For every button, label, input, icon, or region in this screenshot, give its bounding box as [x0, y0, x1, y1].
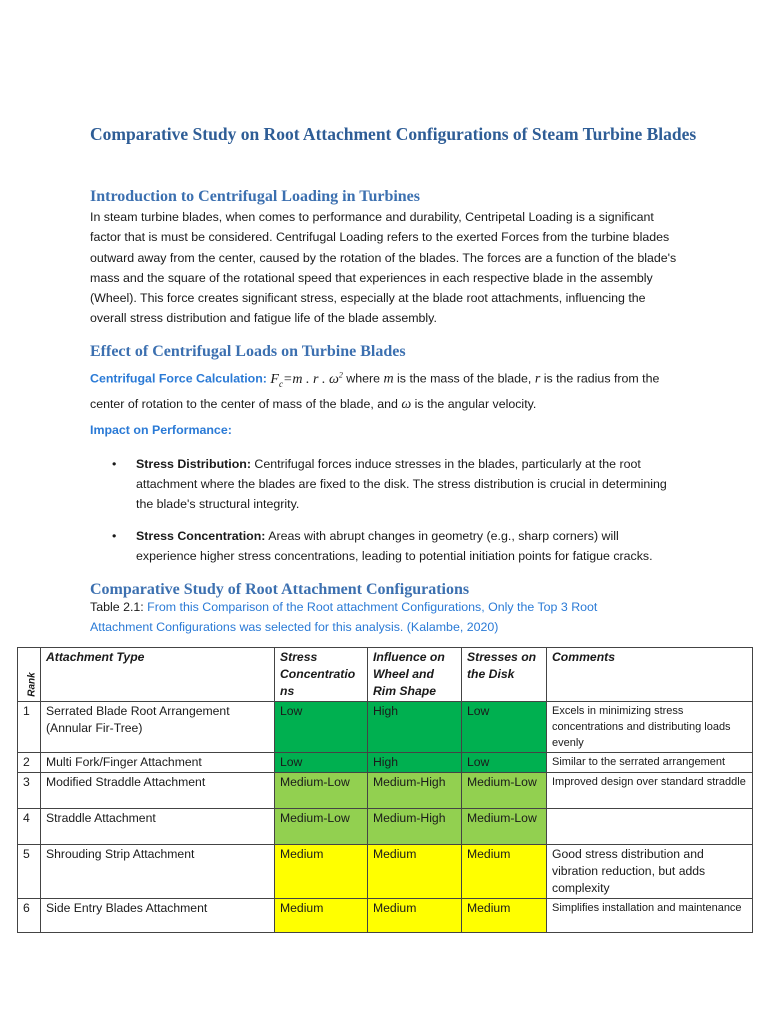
header-comments: Comments: [547, 648, 753, 702]
effect-heading: Effect of Centrifugal Loads on Turbine Blades: [90, 343, 406, 360]
header-influence: Influence on Wheel and Rim Shape: [368, 648, 462, 702]
cell-influence: Medium: [368, 899, 462, 933]
table-header-row: [18, 648, 753, 702]
cell-comment: Improved design over standard straddle: [547, 773, 753, 809]
bullet-dot: •: [112, 457, 117, 471]
calc-paragraph: Centrifugal Force Calculation: $F_c=m$ . r . $\omega^2$ where m is the mass of the blade, r is the radius from the center of rotation to the center of mass of the blade, and ω is the angular velocity.: [90, 370, 660, 412]
cell-disk: Medium: [462, 845, 547, 899]
cell-disk: Low: [462, 753, 547, 773]
table-row: [18, 753, 753, 773]
formula: $F_c=m$ . r . $\omega^2$: [270, 370, 343, 389]
cell-rank: 1: [18, 702, 41, 753]
cell-type: Side Entry Blades Attachment: [41, 899, 275, 933]
table-row: [18, 845, 753, 899]
cell-influence: High: [368, 753, 462, 773]
cell-rank: 5: [18, 845, 41, 899]
cell-disk: Medium-Low: [462, 809, 547, 845]
cell-influence: Medium-High: [368, 809, 462, 845]
cell-disk: Low: [462, 702, 547, 753]
bullet-stress-distribution: • Stress Distribution: Centrifugal forces induce stresses in the blades, particularly at the root attachment where the blades are fixed to the disk. The stress distribution is crucial in determining the blade's structural integrity.: [112, 454, 672, 514]
bullet-stress-concentration: • Stress Concentration: Areas with abrupt changes in geometry (e.g., sharp corners) will experience higher stress concentrations, leading to potential initiation points for fatigue cracks.: [112, 526, 672, 566]
cell-disk: Medium: [462, 899, 547, 933]
cell-type: Modified Straddle Attachment: [41, 773, 275, 809]
table-row: [18, 773, 753, 809]
cell-stress: Medium-Low: [275, 773, 368, 809]
cell-comment: Simplifies installation and maintenance: [547, 899, 753, 933]
cell-comment: Similar to the serrated arrangement: [547, 753, 753, 773]
impact-label: Impact on Performance:: [90, 423, 232, 437]
cell-rank: 3: [18, 773, 41, 809]
header-stresses-disk: Stresses on the Disk: [462, 648, 547, 702]
cell-comment: Excels in minimizing stress concentrations and distributing loads evenly: [547, 702, 753, 753]
cell-type: Straddle Attachment: [41, 809, 275, 845]
cell-stress: Medium: [275, 845, 368, 899]
cell-influence: Medium: [368, 845, 462, 899]
intro-paragraph: In steam turbine blades, when comes to performance and durability, Centripetal Loading is a significant factor that is must be considered. Centrifugal Loading refers to the exerted Forces from the turbine blades outward away from the center, caused by the rotation of the blades. The forces are a function of the blade's mass and the square of the rotational speed that experiences in each respective blade in the assembly (Wheel). This force creates significant stress, especially at the blade root attachments, influencing the overall stress distribution and fatigue life of the blade assembly.: [90, 210, 677, 326]
cell-stress: Low: [275, 702, 368, 753]
cell-type: Shrouding Strip Attachment: [41, 845, 275, 899]
comparative-heading: Comparative Study of Root Attachment Configurations: [90, 581, 470, 598]
table-row: [18, 899, 753, 933]
cell-stress: Low: [275, 753, 368, 773]
cell-influence: Medium-High: [368, 773, 462, 809]
header-rank: Rank: [18, 648, 41, 702]
table-caption: Table 2.1: From this Comparison of the Root attachment Configurations, Only the Top 3 Root Attachment Configurations was selected for this analysis. (Kalambe, 2020): [90, 600, 598, 634]
header-attachment-type: Attachment Type: [41, 648, 275, 702]
header-stress-concentrations: Stress Concentratio ns: [275, 648, 368, 702]
document-title: Comparative Study on Root Attachment Configurations of Steam Turbine Blades: [90, 124, 697, 144]
cell-influence: High: [368, 702, 462, 753]
bullet-dot: •: [112, 529, 117, 543]
intro-heading: Introduction to Centrifugal Loading in Turbines: [90, 188, 421, 205]
table-row: [18, 702, 753, 753]
cell-stress: Medium: [275, 899, 368, 933]
cell-comment: Good stress distribution and vibration reduction, but adds complexity: [547, 845, 753, 899]
calc-label: Centrifugal Force Calculation:: [90, 371, 267, 386]
cell-stress: Medium-Low: [275, 809, 368, 845]
cell-comment: [547, 809, 753, 845]
cell-rank: 6: [18, 899, 41, 933]
comparison-table: [17, 647, 753, 933]
cell-type: Multi Fork/Finger Attachment: [41, 753, 275, 773]
cell-type: Serrated Blade Root Arrangement (Annular Fir-Tree): [41, 702, 275, 753]
cell-rank: 4: [18, 809, 41, 845]
cell-rank: 2: [18, 753, 41, 773]
cell-disk: Medium-Low: [462, 773, 547, 809]
table-row: [18, 809, 753, 845]
